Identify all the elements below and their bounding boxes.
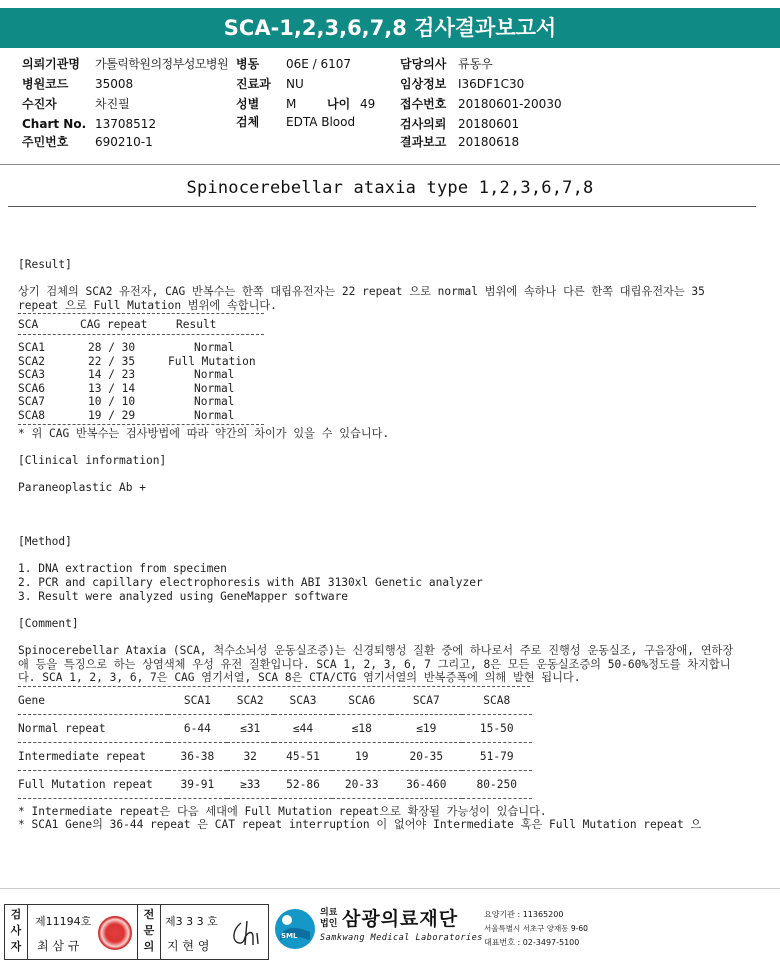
report-title: SCA-1,2,3,6,7,8 검사결과보고서 [0, 8, 780, 48]
doctor-value: 류동우 [458, 57, 493, 71]
result-value: Normal [194, 368, 235, 382]
clinical-info-value: I36DF1C30 [458, 77, 525, 91]
tester-name: 최 삼 규 [37, 939, 80, 953]
institution-value: 가톨릭학원의정부성모병원 [95, 57, 229, 71]
specialist-name: 지 현 영 [167, 939, 210, 953]
signature-box [4, 904, 269, 960]
result-summary: 상기 검체의 SCA2 유전자, CAG 반복수는 한쪽 대립유전자는 22 repeat 으로 normal 범위에 속하나 다른 한쪽 대립유전자는 35 repeat 으로 Full Mutation 범위에 속합니다. [18, 285, 705, 312]
footer [0, 900, 780, 968]
cag-value: 28 / 30 [88, 340, 136, 354]
chart-label: Chart No. [22, 117, 87, 131]
gene-cell: 51-79 [479, 749, 514, 763]
org-english: Samkwang Medical Laboratories [320, 933, 483, 943]
org-address: 서울특별시 서초구 양재동 9-60 [484, 924, 588, 933]
gene-cell: 20-35 [409, 749, 444, 763]
cag-value: 22 / 35 [88, 354, 136, 368]
method-line-1: 1. DNA extraction from specimen [18, 562, 227, 576]
result-note: * 위 CAG 반복수는 검사방법에 따라 약간의 차이가 있을 수 있습니다. [18, 426, 390, 440]
sca-name: SCA1 [18, 340, 45, 354]
gene-header: SCA8 [483, 693, 511, 707]
ward-label: 병동 [236, 57, 260, 71]
method-line-3: 3. Result were analyzed using GeneMapper software [18, 589, 349, 603]
table-row [18, 341, 256, 355]
clinical-info-label: 임상정보 [400, 77, 447, 91]
sml-logo-text: SML [281, 932, 298, 940]
cag-value: 14 / 23 [88, 368, 136, 382]
gene-cell: 36-460 [406, 777, 447, 791]
table-row [18, 409, 256, 423]
comment-text: Spinocerebellar Ataxia (SCA, 척수소뇌성 운동실조증)는 신경퇴행성 질환 중에 하나로서 주로 진행성 운동실조, 구음장애, 연하장애 등을 특징으로 하는 상염색체 우성 유전 질환입니다. SCA 1, 2, 3, 6, 7 그리고, 8은 모든 운동실조증의 50-60%정도를 차지합니다. SCA 1, 2, 3, 6, 7은 CAG 염기서열, SCA 8은 CTA/CTG 염기서열의 반복증폭에 의해 발현 됩니다. [18, 644, 734, 685]
gene-cell: 52-86 [286, 777, 320, 791]
gene-cell: 80-250 [476, 777, 517, 791]
gene-cell: ≤19 [416, 721, 437, 735]
gene-cell: 45-51 [286, 749, 320, 763]
clinical-text: Paraneoplastic Ab + [18, 480, 146, 494]
result-value: Full Mutation [168, 354, 256, 368]
patient-label: 수진자 [22, 97, 57, 111]
specialist-label [138, 907, 160, 955]
sca-name: SCA2 [18, 354, 45, 368]
org-phone: 대표번호 : 02-3497-5100 [484, 938, 580, 947]
gene-cell: ≤44 [292, 721, 314, 735]
request-label: 검사의뢰 [400, 117, 447, 131]
table-row [18, 714, 532, 742]
gene-header: SCA2 [236, 693, 264, 707]
result-value: Normal [194, 381, 235, 395]
table-row [18, 770, 532, 798]
clinical-heading: [Clinical information] [18, 453, 167, 467]
receipt-value: 20180601-20030 [458, 97, 562, 111]
gene-cell: Full Mutation repeat [18, 777, 153, 791]
hospital-code-label: 병원코드 [22, 77, 69, 91]
report-date-label: 결과보고 [400, 135, 447, 149]
sca-result-rows [18, 341, 256, 423]
table-row [18, 355, 256, 369]
request-value: 20180601 [458, 117, 520, 131]
chart-value: 13708512 [95, 117, 157, 131]
specimen-value: EDTA Blood [286, 115, 356, 129]
result-table-bottom-rule [18, 424, 264, 425]
hospital-code-value: 35008 [95, 77, 134, 91]
sca-name: SCA6 [18, 381, 45, 395]
report-subtitle: Spinocerebellar ataxia type 1,2,3,6,7,8 [186, 178, 594, 198]
subtitle-divider [8, 206, 756, 207]
sca-name: SCA7 [18, 395, 45, 409]
patient-header [0, 48, 780, 166]
gene-header: SCA3 [289, 693, 317, 707]
tester-label-cell [5, 905, 28, 959]
result-table-mid-rule [18, 334, 264, 335]
result-value: Normal [194, 395, 235, 409]
method-line-2: 2. PCR and capillary electrophoresis with ABI 3130xl Genetic analyzer [18, 576, 483, 590]
gene-header-row [18, 687, 532, 715]
gene-cell: 15-50 [479, 721, 514, 735]
sca-name: SCA3 [18, 368, 45, 382]
sca-header-row [18, 318, 216, 332]
tester-license: 제11194호 [35, 915, 92, 928]
gene-header: Gene [18, 693, 45, 707]
table-row [18, 395, 256, 409]
footer-divider [0, 888, 780, 889]
comment-note-2: * SCA1 Gene의 36-44 repeat 은 CAT repeat interruption 이 없어야 Intermediate 혹은 Full Mutation repeat 으 [18, 818, 702, 832]
ward-value: 06E / 6107 [286, 57, 352, 71]
gene-cell: 32 [243, 749, 257, 763]
table-row [18, 742, 532, 770]
id-value: 690210-1 [95, 135, 153, 149]
comment-note-1: * Intermediate repeat은 다음 세대에 Full Mutation repeat으로 확장될 가능성이 있습니다. [18, 804, 547, 818]
gene-header: SCA1 [183, 693, 211, 707]
org-code: 요양기관 : 11365200 [484, 910, 564, 919]
tester-label [5, 907, 27, 955]
col-result: Result [176, 318, 217, 332]
result-value: Normal [194, 340, 235, 354]
cag-value: 13 / 14 [88, 381, 136, 395]
sex-label: 성별 [236, 97, 260, 111]
dept-value: NU [286, 77, 304, 91]
gene-cell: Intermediate repeat [18, 749, 146, 763]
specialist-label-cell [137, 905, 161, 959]
gene-cell: 19 [354, 749, 369, 763]
cag-value: 19 / 29 [88, 408, 136, 422]
sca-name: SCA8 [18, 408, 45, 422]
specimen-label: 검체 [236, 115, 260, 129]
table-row [18, 368, 256, 382]
method-heading: [Method] [18, 535, 72, 549]
tester-label-text: 검사자 [10, 908, 22, 953]
institution-label: 의뢰기관명 [22, 57, 80, 71]
gene-cell: ≤31 [240, 721, 261, 735]
gene-header: SCA6 [348, 693, 376, 707]
specialist-label-text: 전문의 [143, 908, 155, 953]
gene-cell: ≥33 [240, 777, 261, 791]
col-sca: SCA [18, 318, 39, 332]
report-body [18, 258, 758, 832]
result-value: Normal [194, 408, 235, 422]
header-divider [0, 164, 780, 165]
age-value: 49 [360, 97, 376, 111]
table-row [18, 382, 256, 396]
receipt-label: 접수번호 [400, 97, 447, 111]
sml-logo-icon [272, 906, 318, 952]
gene-range-table [18, 687, 532, 799]
sca-result-table [18, 318, 216, 332]
doctor-label: 담당의사 [400, 57, 447, 71]
gene-header: SCA7 [412, 693, 440, 707]
dept-label: 진료과 [236, 77, 271, 91]
gene-cell: 6-44 [183, 721, 211, 735]
sex-value: M [286, 97, 297, 111]
cag-value: 10 / 10 [88, 395, 136, 409]
result-heading: [Result] [18, 258, 72, 271]
specialist-license: 제3 3 3 호 [165, 915, 218, 928]
comment-heading: [Comment] [18, 616, 79, 630]
id-label: 주민번호 [22, 135, 69, 149]
age-label: 나이 [327, 97, 351, 111]
gene-cell: ≤18 [351, 721, 372, 735]
gene-cell: 39-91 [180, 777, 215, 791]
org-type: 의료법인 [320, 908, 338, 929]
gene-cell: 36-38 [180, 749, 215, 763]
seal-stamp-icon [98, 916, 132, 950]
gene-cell: Normal repeat [18, 721, 106, 735]
org-name: 삼광의료재단 [342, 908, 459, 930]
col-cag: CAG repeat [80, 318, 148, 332]
gene-cell: 20-33 [344, 777, 379, 791]
report-date-value: 20180618 [458, 135, 520, 149]
signature-icon [227, 915, 265, 951]
patient-value: 차진필 [95, 97, 130, 111]
